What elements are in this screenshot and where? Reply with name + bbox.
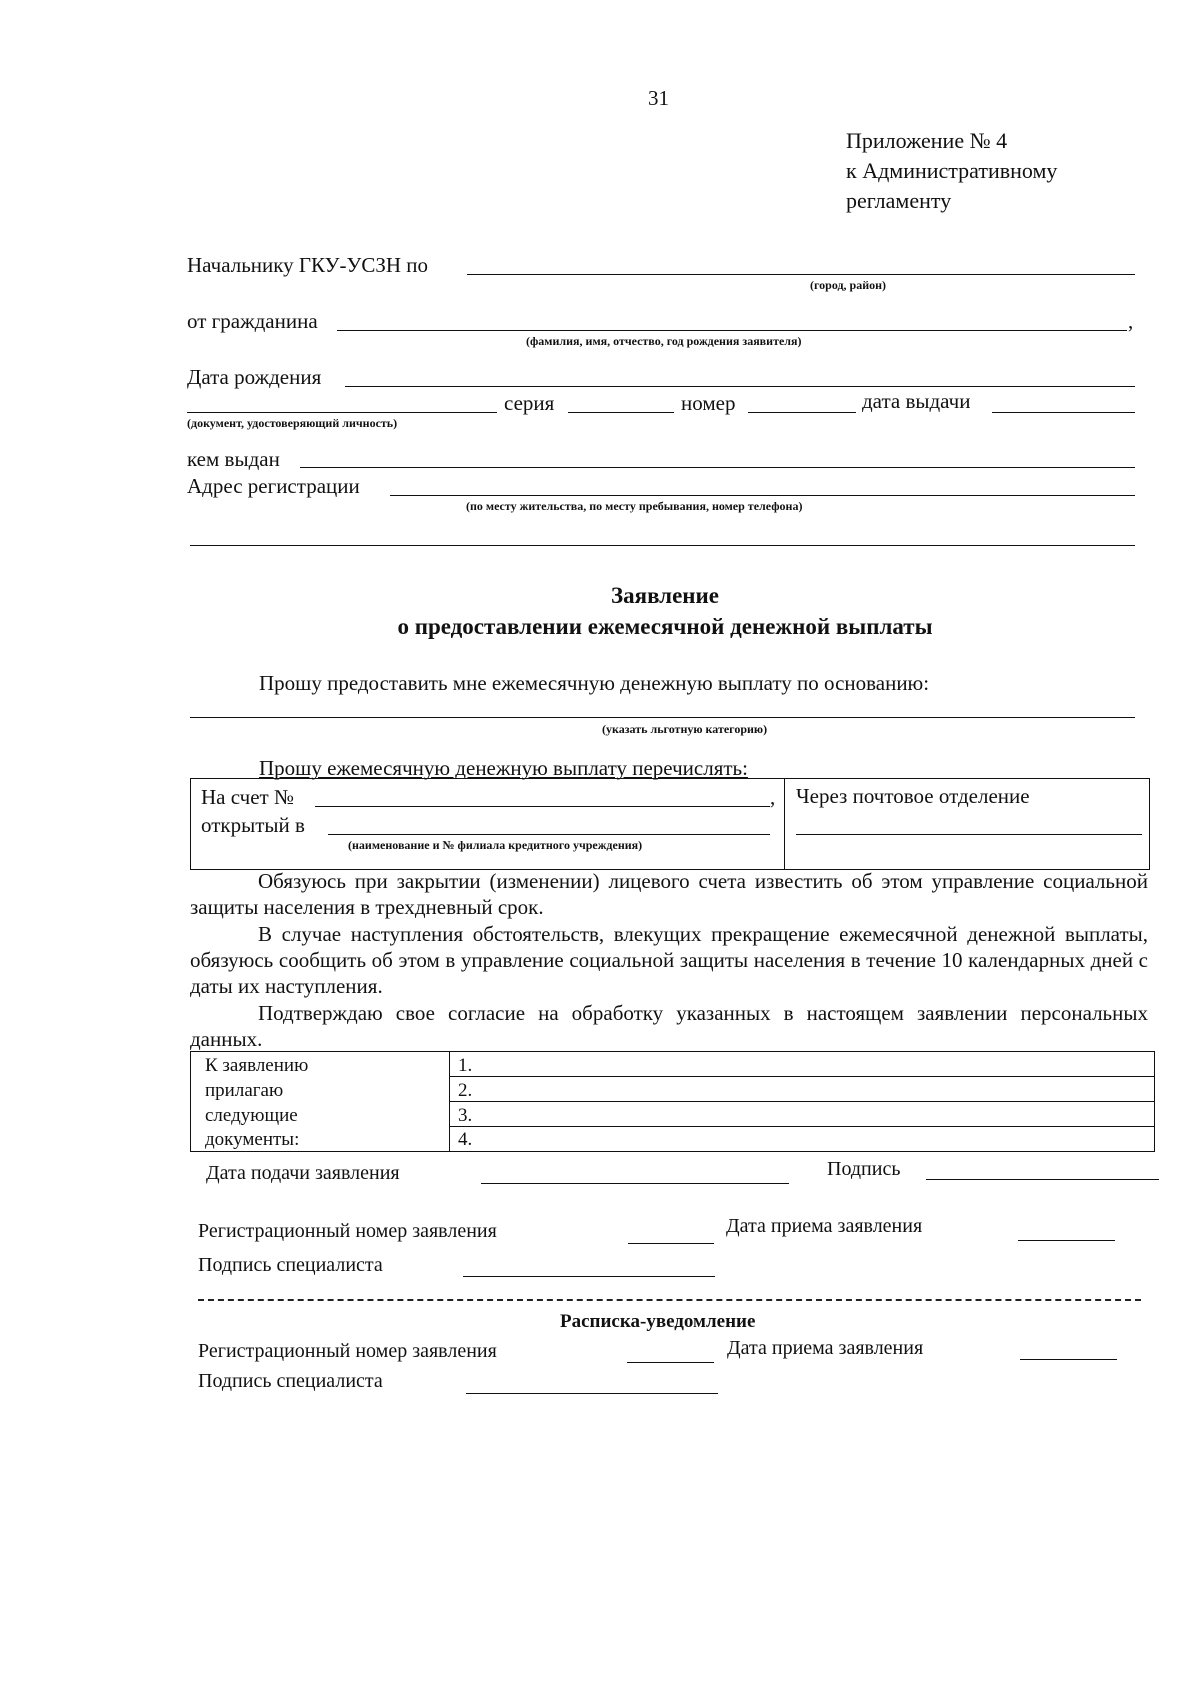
citizen-name-hint: (фамилия, имя, отчество, год рождения заявителя)	[526, 334, 802, 348]
post-office-label: Через почтовое отделение	[796, 784, 1030, 808]
appendix-line-3: регламенту	[846, 188, 952, 213]
reg-address-label: Адрес регистрации	[187, 474, 360, 498]
issued-by-field[interactable]	[300, 467, 1135, 468]
post-office-field[interactable]	[796, 834, 1142, 835]
title-line-2: о предоставлении ежемесячной денежной выплаты	[397, 614, 933, 639]
receipt-reg-number-label: Регистрационный номер заявления	[198, 1340, 497, 1362]
paragraph-account-change	[190, 868, 1148, 920]
title-line-1: Заявление	[610, 583, 720, 608]
receipt-reg-number-field[interactable]	[627, 1362, 714, 1363]
paragraph-consent	[190, 1000, 1148, 1052]
specialist-signature-field[interactable]	[463, 1276, 715, 1277]
signature-label: Подпись	[827, 1158, 901, 1180]
document-item-2[interactable]: 2.	[458, 1080, 473, 1101]
appendix-line-1: Приложение № 4	[846, 128, 1008, 153]
citizen-name-field[interactable]	[337, 330, 1127, 331]
cut-line	[198, 1299, 1141, 1301]
benefit-category-field[interactable]	[190, 717, 1135, 718]
page-number: 31	[648, 86, 669, 110]
documents-row-divider-2	[449, 1101, 1155, 1102]
reg-address-field[interactable]	[390, 495, 1135, 496]
signature-field[interactable]	[926, 1179, 1159, 1180]
benefit-category-hint: (указать льготную категорию)	[602, 722, 768, 736]
submit-date-label: Дата подачи заявления	[206, 1162, 400, 1184]
transfer-text: Прошу ежемесячную денежную выплату перечислять:	[259, 756, 748, 780]
bank-branch-hint: (наименование и № филиала кредитного учреждения)	[348, 838, 643, 852]
documents-label-line-4: документы:	[205, 1129, 300, 1150]
identity-document-field[interactable]	[187, 412, 497, 413]
number-field[interactable]	[748, 412, 856, 413]
receipt-specialist-signature-field[interactable]	[466, 1393, 718, 1394]
series-label: серия	[504, 391, 555, 415]
series-field[interactable]	[568, 412, 674, 413]
city-district-hint: (город, район)	[810, 278, 887, 292]
receipt-specialist-signature-label: Подпись специалиста	[198, 1370, 383, 1392]
payment-table-divider	[784, 778, 785, 870]
city-district-field[interactable]	[467, 274, 1135, 275]
documents-row-divider-3	[449, 1126, 1155, 1127]
account-number-field[interactable]	[315, 806, 770, 807]
birth-date-field[interactable]	[345, 386, 1135, 387]
request-text: Прошу предоставить мне ежемесячную денежную выплату по основанию:	[259, 671, 930, 695]
document-item-1[interactable]: 1.	[458, 1055, 473, 1076]
document-item-3[interactable]: 3.	[458, 1105, 473, 1126]
receipt-accept-date-label: Дата приема заявления	[727, 1337, 924, 1359]
birth-date-label: Дата рождения	[187, 365, 322, 389]
documents-row-divider-1	[449, 1076, 1155, 1077]
reg-address-hint: (по месту жительства, по месту пребывания, номер телефона)	[466, 499, 803, 513]
bank-branch-field[interactable]	[328, 834, 770, 835]
from-citizen-label: от гражданина	[187, 309, 318, 333]
documents-label-line-1: К заявлению	[205, 1055, 309, 1076]
reg-address-field-2[interactable]	[190, 545, 1135, 546]
receipt-accept-date-field[interactable]	[1020, 1359, 1117, 1360]
issue-date-label: дата выдачи	[862, 389, 971, 413]
issue-date-field[interactable]	[992, 412, 1135, 413]
submit-date-field[interactable]	[481, 1183, 789, 1184]
paragraph-account-change-text: Обязуюсь при закрытии (изменении) лицевого счета известить об этом управление социальной защиты населения в трехдневный срок.	[190, 869, 1148, 919]
number-label: номер	[681, 391, 736, 415]
receipt-title: Расписка-уведомление	[560, 1311, 756, 1332]
reg-number-label: Регистрационный номер заявления	[198, 1220, 497, 1242]
documents-label-line-3: следующие	[205, 1105, 298, 1126]
document-item-4[interactable]: 4.	[458, 1129, 473, 1150]
account-comma: ,	[770, 785, 776, 809]
paragraph-circumstances	[190, 921, 1148, 999]
accept-date-label: Дата приема заявления	[726, 1215, 923, 1237]
opened-in-label: открытый в	[201, 813, 305, 837]
issued-by-label: кем выдан	[187, 447, 280, 471]
account-label: На счет №	[201, 785, 294, 809]
paragraph-consent-text: Подтверждаю свое согласие на обработку указанных в настоящем заявлении персональных данных.	[190, 1001, 1148, 1051]
paragraph-circumstances-text: В случае наступления обстоятельств, влекущих прекращение ежемесячной денежной выплаты, обязуюсь сообщить об этом в управление социальной защиты населения в течение 10 календарных дней с даты их наступления.	[190, 922, 1148, 998]
identity-document-hint: (документ, удостоверяющий личность)	[187, 416, 398, 430]
documents-label-line-2: прилагаю	[205, 1080, 284, 1101]
citizen-comma: ,	[1128, 309, 1134, 333]
to-head-label: Начальнику ГКУ-УСЗН по	[187, 253, 429, 277]
appendix-line-2: к Административному	[846, 158, 1058, 183]
accept-date-field[interactable]	[1018, 1240, 1115, 1241]
specialist-signature-label: Подпись специалиста	[198, 1254, 383, 1276]
reg-number-field[interactable]	[628, 1243, 714, 1244]
